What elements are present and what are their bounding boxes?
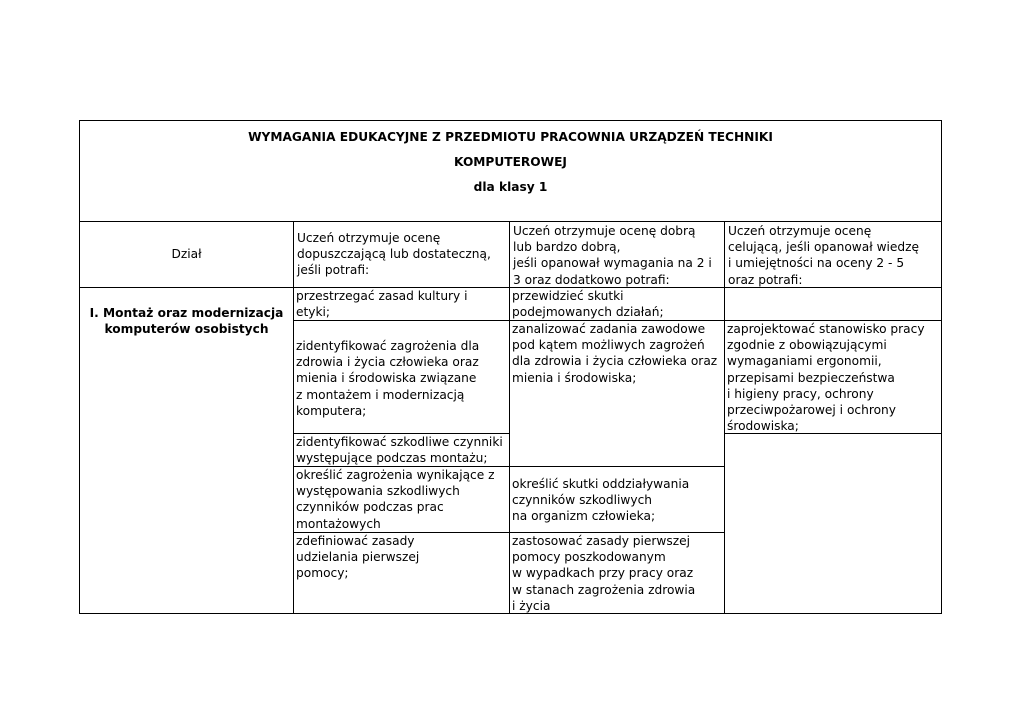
col1-item-4: określić zagrożenia wynikające z występowania szkodliwych czynników podczas prac montażowych	[293, 466, 510, 533]
col3-item-1	[724, 287, 942, 321]
col3-item-3	[724, 433, 942, 614]
table-title-cell	[79, 120, 942, 222]
document-title-line1: WYMAGANIA EDUKACYJNE Z PRZEDMIOTU PRACOWNIA URZĄDZEŃ TECHNIKI	[248, 130, 773, 144]
document-class-label: dla klasy 1	[473, 180, 548, 194]
header-col3-cell: Uczeń otrzymuje ocenę celującą, jeśli opanował wiedzę i umiejętności na oceny 2 - 5 oraz potrafi:	[724, 221, 942, 288]
col2-item-4: zastosować zasady pierwszej pomocy poszkodowanym w wypadkach przy pracy oraz w stanach zagrożenia zdrowia i życia	[509, 532, 725, 614]
section-label: I. Montaż oraz modernizacja komputerów osobistych	[89, 306, 284, 337]
col2-item-1: przewidzieć skutki podejmowanych działań;	[509, 287, 725, 321]
col1-item-2: zidentyfikować zagrożenia dla zdrowia i życia człowieka oraz mienia i środowiska związane z montażem i modernizacją komputera;	[293, 320, 510, 434]
col2-item-3: określić skutki oddziaływania czynników szkodliwych na organizm człowieka;	[509, 466, 725, 533]
header-col2-cell: Uczeń otrzymuje ocenę dobrą lub bardzo dobrą, jeśli opanował wymagania na 2 i 3 oraz dodatkowo potrafi:	[509, 221, 725, 288]
section-label-cell	[79, 287, 294, 614]
header-section-label: Dział	[171, 247, 202, 262]
col2-item-2: zanalizować zadania zawodowe pod kątem możliwych zagrożeń dla zdrowia i życia człowieka oraz mienia i środowiska;	[509, 320, 725, 467]
col3-item-2: zaprojektować stanowisko pracy zgodnie z obowiązującymi wymaganiami ergonomii, przepisami bezpieczeństwa i higieny pracy, ochrony przeciwpożarowej i ochrony środowiska;	[724, 320, 942, 434]
header-section-cell	[79, 221, 294, 288]
col1-item-3: zidentyfikować szkodliwe czynniki występujące podczas montażu;	[293, 433, 510, 467]
col1-item-1: przestrzegać zasad kultury i etyki;	[293, 287, 510, 321]
col1-item-5: zdefiniować zasady udzielania pierwszej pomocy;	[293, 532, 510, 614]
header-col1-cell: Uczeń otrzymuje ocenę dopuszczającą lub dostateczną, jeśli potrafi:	[293, 221, 510, 288]
document-title-line2: KOMPUTEROWEJ	[454, 155, 567, 169]
